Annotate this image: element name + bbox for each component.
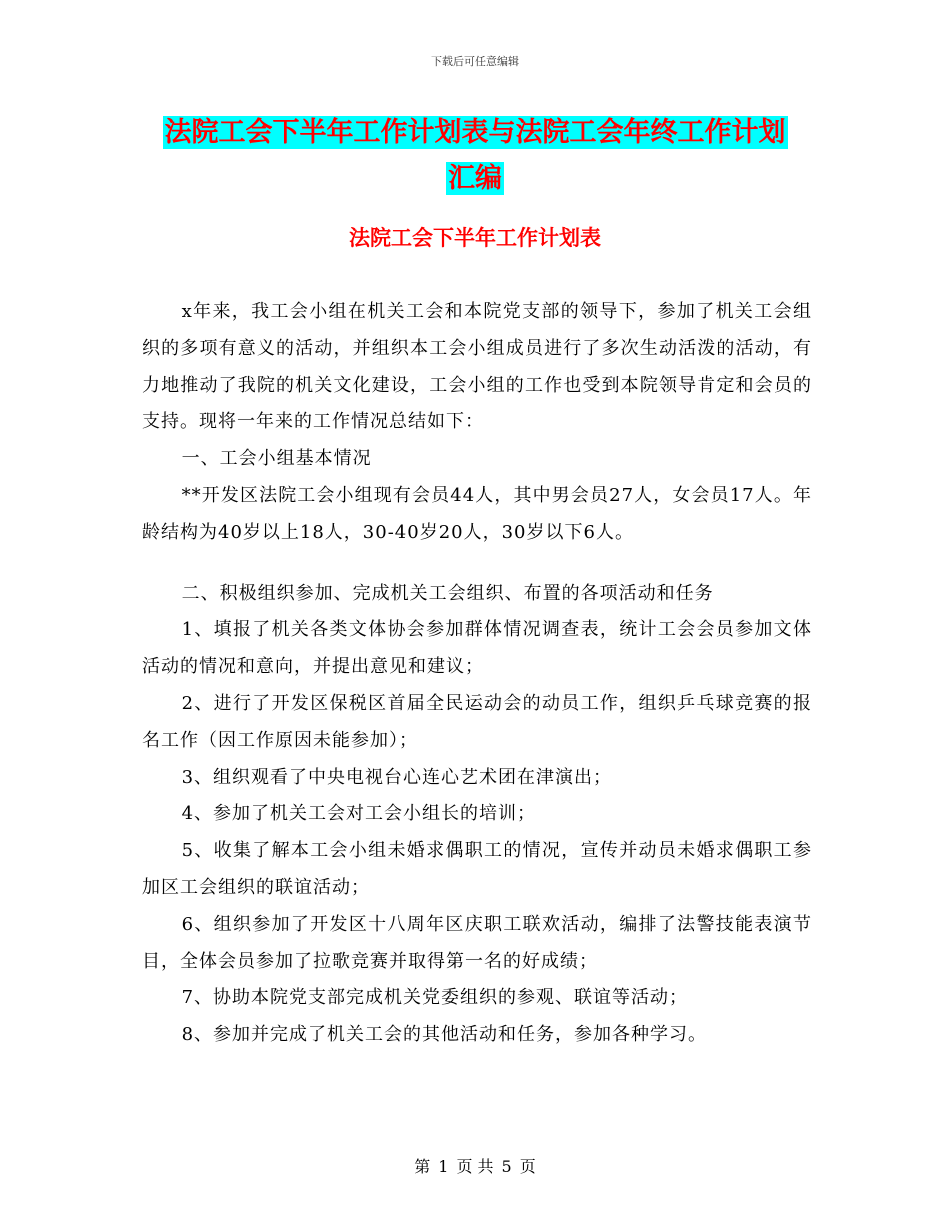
list-item: 5、收集了解本工会小组未婚求偶职工的情况，宣传并动员未婚求偶职工参加区工会组织的联谊活动； (142, 840, 812, 898)
document-body (142, 294, 812, 1054)
page-current: 1 (438, 1157, 449, 1176)
page-label-mid: 页 共 (456, 1157, 494, 1176)
document-title (140, 110, 810, 202)
header-note: 下载后可任意编辑 (431, 55, 519, 68)
page-label-suffix: 页 (519, 1157, 536, 1176)
page-footer (0, 1154, 950, 1177)
page-total: 5 (501, 1157, 512, 1176)
list-item: 3、组织观看了中央电视台心连心艺术团在津演出； (181, 766, 613, 788)
document-title-line1: 法院工会下半年工作计划表与法院工会年终工作计划 (164, 117, 786, 148)
paragraph-membership: **开发区法院工会小组现有会员44人，其中男会员27人，女会员17人。年龄结构为40岁以上18人，30-40岁20人，30岁以下6人。 (142, 484, 812, 543)
list-item: 8、参加并完成了机关工会的其他活动和任务，参加各种学习。 (181, 1024, 708, 1046)
list-item: 4、参加了机关工会对工会小组长的培训； (181, 803, 537, 825)
document-title-line2: 汇编 (448, 163, 502, 194)
list-item: 2、进行了开发区保税区首届全民运动会的动员工作，组织乒乓球竞赛的报名工作（因工作原因未能参加）； (142, 692, 812, 751)
list-item: 7、协助本院党支部完成机关党委组织的参观、联谊等活动； (181, 987, 689, 1009)
list-item: 6、组织参加了开发区十八周年区庆职工联欢活动，编排了法警技能表演节目，全体会员参加了拉歌竞赛并取得第一名的好成绩； (142, 913, 812, 972)
section-title: 法院工会下半年工作计划表 (349, 226, 601, 250)
heading-activities: 二、积极组织参加、完成机关工会组织、布置的各项活动和任务 (181, 582, 714, 604)
paragraph-intro: x年来，我工会小组在机关工会和本院党支部的领导下，参加了机关工会组织的多项有意义的活动，并组织本工会小组成员进行了多次生动活泼的活动，有力地推动了我院的机关文化建设，工会小组的工作也受到本院领导肯定和会员的支持。现将一年来的工作情况总结如下： (142, 301, 812, 433)
heading-basic-situation: 一、工会小组基本情况 (181, 448, 372, 470)
page-label-prefix: 第 (414, 1157, 431, 1176)
list-item: 1、填报了机关各类文体协会参加群体情况调查表，统计工会会员参加文体活动的情况和意向，并提出意见和建议； (142, 619, 812, 678)
